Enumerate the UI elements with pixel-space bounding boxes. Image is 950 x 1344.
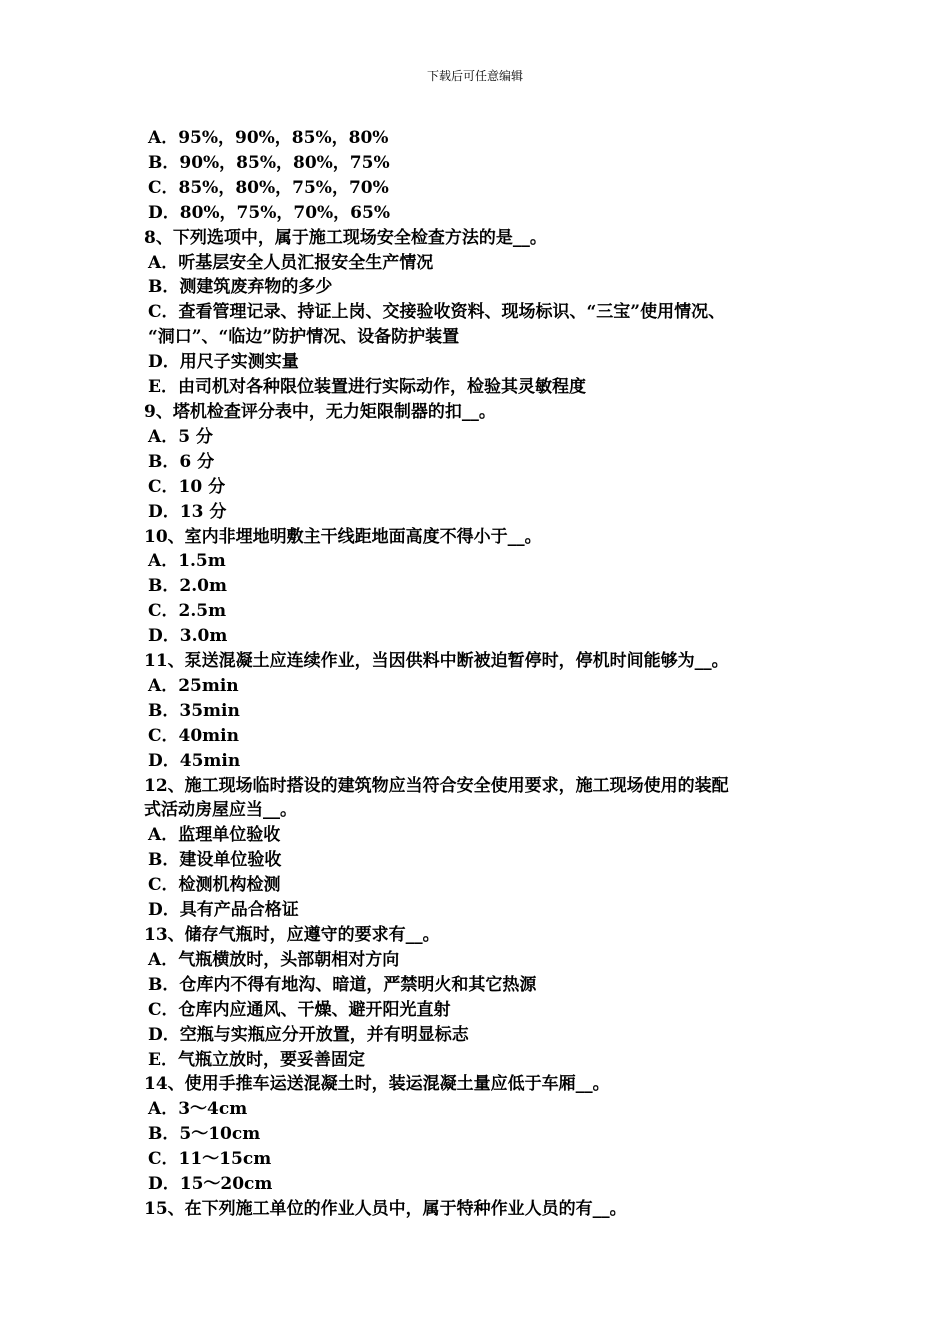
answer-option: A．25min [148, 675, 239, 696]
answer-option: B．5～10cm [148, 1124, 261, 1145]
answer-option: D．15～20cm [148, 1174, 273, 1195]
answer-option: A．3～4cm [148, 1099, 248, 1120]
question-text: 14、使用手推车运送混凝土时，装运混凝土量应低于车厢__。 [144, 1074, 610, 1095]
answer-option: A．听基层安全人员汇报安全生产情况 [148, 252, 434, 273]
answer-option: B．90%，85%，80%，75% [148, 152, 390, 173]
question-text: 8、下列选项中，属于施工现场安全检查方法的是__。 [144, 227, 547, 248]
answer-option: A．监理单位验收 [148, 825, 281, 846]
answer-option: B．2.0m [148, 576, 227, 597]
answer-option: C．40min [148, 725, 239, 746]
answer-option: D．13 分 [148, 501, 227, 522]
page-header: 下载后可任意编辑 [426, 69, 523, 83]
answer-option: A．1.5m [148, 551, 226, 572]
question-text: 11、泵送混凝土应连续作业，当因供料中断被迫暂停时，停机时间能够为__。 [144, 651, 729, 672]
answer-option: B．35min [148, 700, 240, 721]
question-text: 9、塔机检查评分表中，无力矩限制器的扣__。 [144, 401, 496, 422]
question-text: 12、施工现场临时搭设的建筑物应当符合安全使用要求，施工现场使用的装配 [144, 775, 729, 796]
answer-option: C．仓库内应通风、干燥、避开阳光直射 [148, 999, 451, 1020]
answer-option: C．查看管理记录、持证上岗、交接验收资料、现场标识、“三宝”使用情况、 [148, 302, 726, 323]
answer-option: C．检测机构检测 [148, 875, 281, 896]
question-text: 10、室内非埋地明敷主干线距地面高度不得小于__。 [144, 526, 542, 547]
answer-option: A．气瓶横放时，头部朝相对方向 [148, 949, 400, 970]
answer-option: D．具有产品合格证 [148, 900, 299, 921]
answer-option: D．用尺子实测实量 [148, 352, 299, 373]
answer-option: “洞口”、“临边”防护情况、设备防护装置 [148, 327, 460, 348]
answer-option: C．85%，80%，75%，70% [148, 177, 389, 198]
answer-option: D．3.0m [148, 626, 228, 647]
answer-option: C．2.5m [148, 601, 227, 622]
question-text: 15、在下列施工单位的作业人员中，属于特种作业人员的有__。 [144, 1198, 627, 1219]
answer-option: B．仓库内不得有地沟、暗道，严禁明火和其它热源 [148, 974, 537, 995]
answer-option: D．空瓶与实瓶应分开放置，并有明显标志 [148, 1024, 469, 1045]
answer-option: A．5 分 [148, 426, 213, 447]
answer-option: A．95%，90%，85%，80% [148, 128, 389, 148]
answer-option: E．由司机对各种限位装置进行实际动作，检验其灵敏程度 [148, 377, 586, 398]
question-list [144, 126, 824, 1222]
answer-option: B．6 分 [148, 451, 215, 472]
question-text: 13、储存气瓶时，应遵守的要求有__。 [144, 925, 440, 945]
answer-option: B．测建筑废弃物的多少 [148, 277, 333, 298]
answer-option: D．45min [148, 750, 241, 771]
answer-option: C．11～15cm [148, 1149, 272, 1170]
answer-option: C．10 分 [148, 476, 226, 497]
answer-option: E．气瓶立放时，要妥善固定 [148, 1049, 365, 1070]
answer-option: B．建设单位验收 [148, 850, 282, 871]
answer-option: D．80%，75%，70%，65% [148, 202, 390, 223]
question-text: 式活动房屋应当__。 [144, 800, 297, 821]
